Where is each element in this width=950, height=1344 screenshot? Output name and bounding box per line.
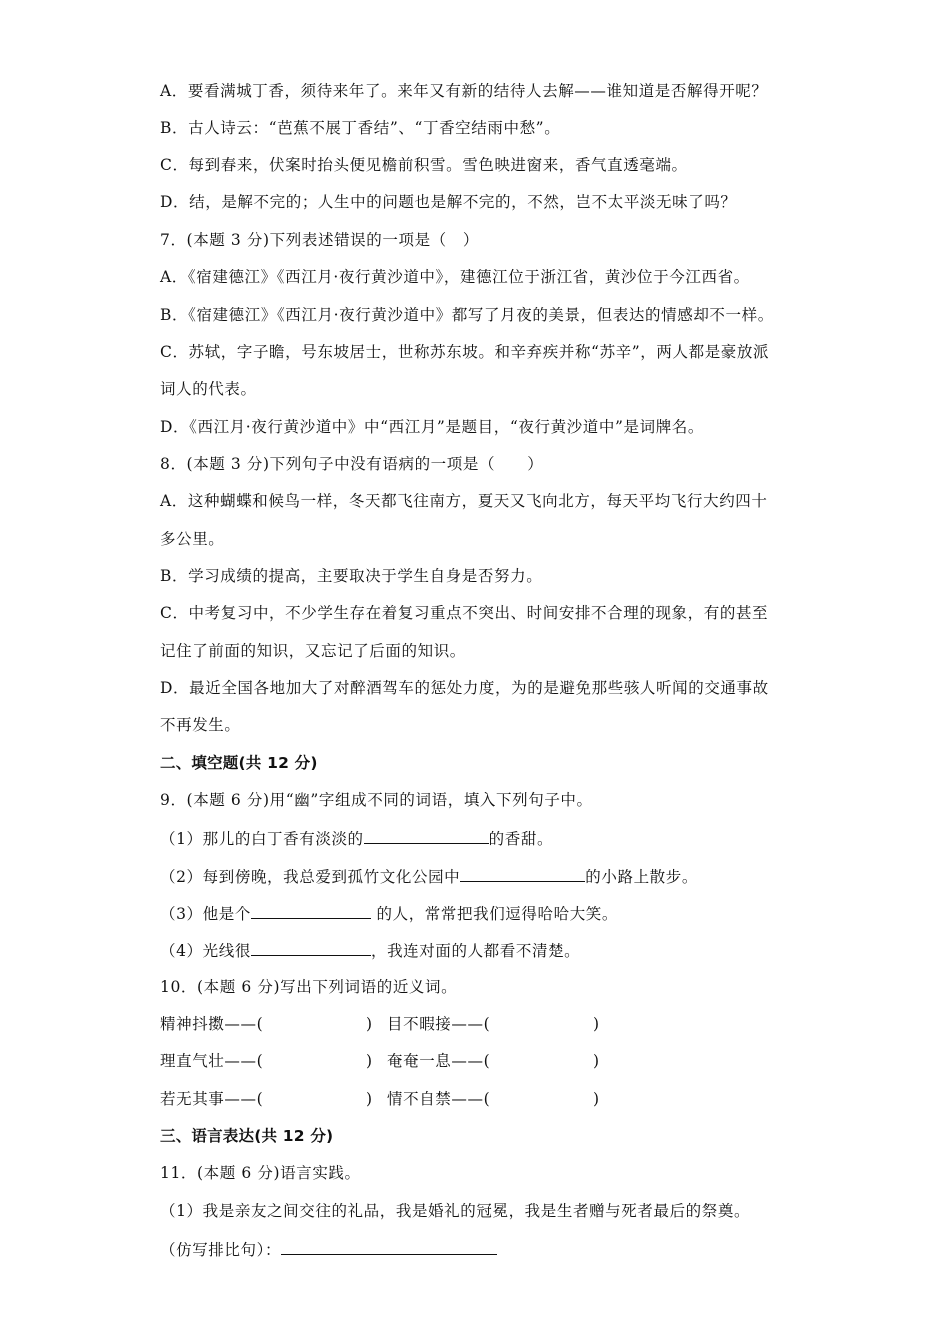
q8-option-d-cont: 不再发生。	[160, 716, 241, 734]
q7-option-b: B．《宿建德江》《西江月·夜行黄沙道中》都写了月夜的美景，但表达的情感却不一样。	[160, 306, 774, 324]
q9-s4-blank[interactable]	[251, 939, 371, 956]
q6-option-a: A．要看满城丁香，须待来年了。来年又有新的结待人去解——谁知道是否解得开呢？	[160, 82, 768, 100]
q8-option-a-cont: 多公里。	[160, 530, 225, 548]
q7-option-c-cont: 词人的代表。	[160, 380, 257, 398]
q11-answer-blank[interactable]	[281, 1238, 497, 1255]
q9-s3-prefix: （3）他是个	[160, 905, 251, 923]
q8-option-d: D．最近全国各地加大了对醉酒驾车的惩处力度，为的是避免那些骇人听闻的交通事故	[160, 679, 769, 697]
q9-s1-suffix: 的香甜。	[488, 830, 554, 848]
q9-sentence-2	[160, 865, 698, 887]
q9-sentence-3	[160, 902, 618, 924]
section-fill-in-heading: 二、填空题(共 12 分)	[160, 754, 318, 772]
q9-s1-blank[interactable]	[364, 827, 489, 844]
q7-stem: 7．(本题 3 分)下列表述错误的一项是（ ）	[160, 231, 479, 249]
q10-answer-slot[interactable]: )	[593, 1090, 600, 1108]
q11-imitation-line	[160, 1238, 497, 1260]
q9-s3-suffix: 的人，常常把我们逗得哈哈大笑。	[370, 905, 618, 923]
q6-option-b: B．古人诗云：“芭蕉不展丁香结”、“丁香空结雨中愁”。	[160, 119, 561, 137]
q10-word: 目不暇接——(	[387, 1015, 491, 1033]
q10-answer-slot[interactable]: )	[366, 1015, 373, 1033]
q7-option-a: A．《宿建德江》《西江月·夜行黄沙道中》，建德江位于浙江省，黄沙位于今江西省。	[160, 268, 750, 286]
q9-s2-suffix: 的小路上散步。	[585, 868, 698, 886]
q10-word: 情不自禁——(	[387, 1090, 491, 1108]
q9-sentence-1	[160, 827, 553, 849]
q8-option-c: C．中考复习中，不少学生存在着复习重点不突出、时间安排不合理的现象，有的甚至	[160, 604, 769, 622]
q10-answer-slot[interactable]: )	[593, 1052, 600, 1070]
q9-s4-prefix: （4）光线很	[160, 942, 251, 960]
q8-option-b: B．学习成绩的提高，主要取决于学生自身是否努力。	[160, 567, 543, 585]
q11-imitation-label: （仿写排比句）：	[160, 1241, 282, 1259]
q9-s1-prefix: （1）那儿的白丁香有淡淡的	[160, 830, 364, 848]
q10-answer-slot[interactable]: )	[366, 1090, 373, 1108]
q10-answer-slot[interactable]: )	[366, 1052, 373, 1070]
q9-stem: 9．(本题 6 分)用“幽”字组成不同的词语，填入下列句子中。	[160, 791, 593, 809]
q10-word: 若无其事——(	[160, 1090, 264, 1108]
q11-stem: 11．(本题 6 分)语言实践。	[160, 1164, 361, 1182]
q8-option-c-cont: 记住了前面的知识，又忘记了后面的知识。	[160, 642, 466, 660]
q6-option-c: C．每到春来，伏案时抬头便见檐前积雪。雪色映进窗来，香气直透毫端。	[160, 156, 688, 174]
q11-sentence-1: （1）我是亲友之间交往的礼品，我是婚礼的冠冕，我是生者赠与死者最后的祭奠。	[160, 1202, 751, 1220]
q10-answer-slot[interactable]: )	[593, 1015, 600, 1033]
q6-option-d: D．结，是解不完的；人生中的问题也是解不完的，不然，岂不太平淡无味了吗？	[160, 193, 737, 211]
q7-option-c: C．苏轼，字子瞻，号东坡居士，世称苏东坡。和辛弃疾并称“苏辛”，两人都是豪放派	[160, 343, 770, 361]
q10-word: 奄奄一息——(	[387, 1052, 491, 1070]
q9-s2-prefix: （2）每到傍晚，我总爱到孤竹文化公园中	[160, 868, 461, 886]
q9-s3-blank[interactable]	[251, 902, 371, 919]
q8-option-a: A．这种蝴蝶和候鸟一样，冬天都飞往南方，夏天又飞向北方，每天平均飞行大约四十	[160, 492, 768, 510]
q9-sentence-4	[160, 939, 580, 961]
section-language-heading: 三、语言表达(共 12 分)	[160, 1127, 334, 1145]
q10-word: 理直气壮——(	[160, 1052, 264, 1070]
q7-option-d: D．《西江月·夜行黄沙道中》中“西江月”是题目，“夜行黄沙道中”是词牌名。	[160, 418, 705, 436]
q10-stem: 10．(本题 6 分)写出下列词语的近义词。	[160, 978, 458, 996]
q10-word: 精神抖擞——(	[160, 1015, 264, 1033]
q9-s4-suffix: ，我连对面的人都看不清楚。	[370, 942, 581, 960]
q8-stem: 8．(本题 3 分)下列句子中没有语病的一项是（ ）	[160, 455, 544, 473]
q9-s2-blank[interactable]	[460, 865, 585, 882]
